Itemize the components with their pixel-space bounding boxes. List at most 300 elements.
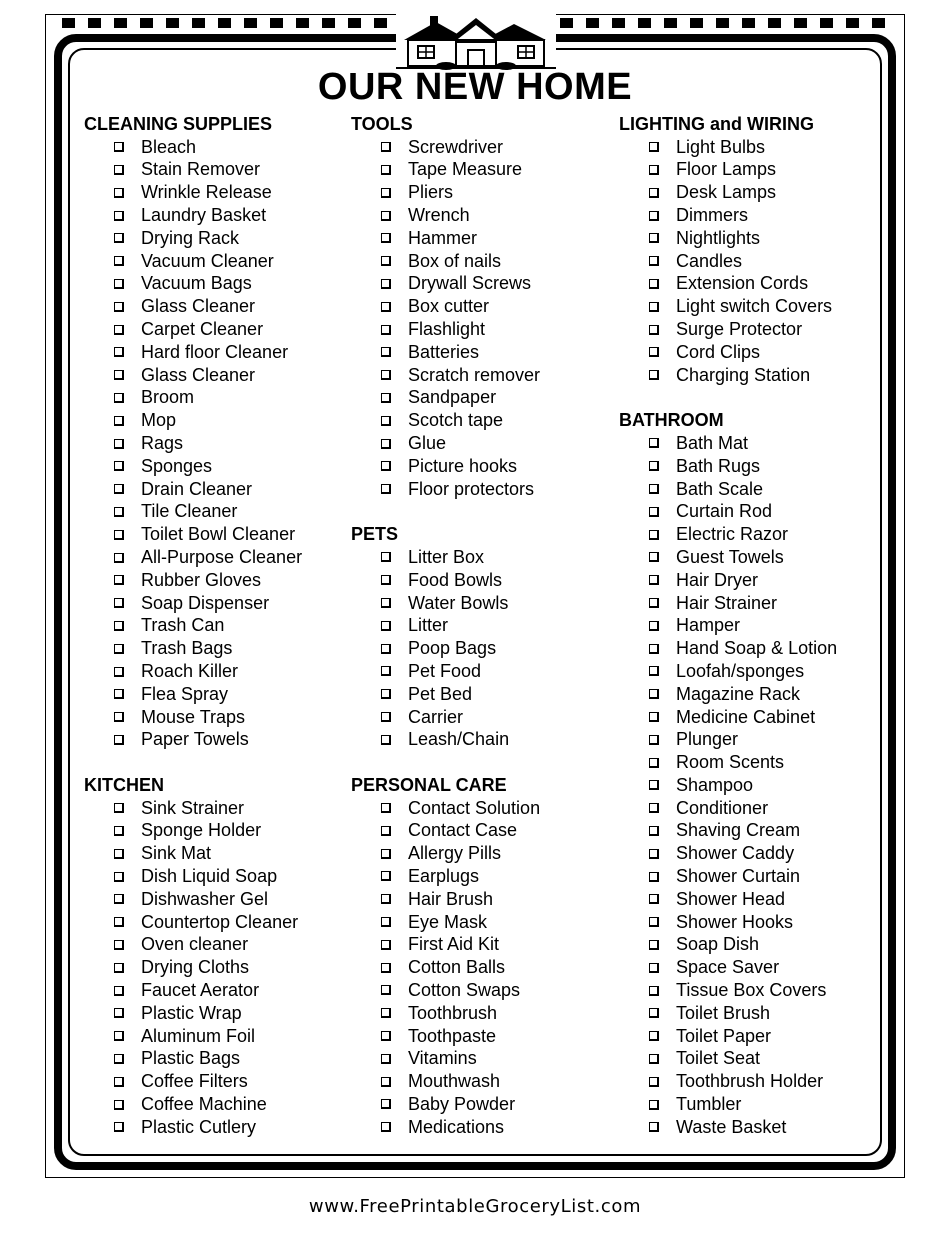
- list-item-label: Surge Protector: [676, 319, 803, 340]
- checkbox[interactable]: [114, 621, 124, 631]
- list-item-label: Pliers: [408, 182, 454, 203]
- checkbox[interactable]: [114, 826, 124, 836]
- list-item-label: Poop Bags: [408, 638, 497, 659]
- dash-mark: [348, 18, 361, 28]
- checkbox[interactable]: [114, 1077, 124, 1087]
- house-icon: [396, 10, 556, 70]
- checkbox[interactable]: [114, 165, 124, 175]
- checkbox[interactable]: [649, 872, 659, 882]
- dash-mark: [192, 18, 205, 28]
- list-item-label: Toilet Bowl Cleaner: [141, 524, 296, 545]
- list-item: [84, 637, 302, 660]
- checkbox[interactable]: [649, 803, 659, 813]
- list-item-label: Bath Mat: [676, 432, 749, 453]
- list-item: [619, 1116, 837, 1139]
- list-item: [619, 227, 837, 250]
- list-item-label: Soap Dispenser: [141, 592, 270, 613]
- list-item: [84, 1070, 302, 1093]
- dash-mark: [270, 18, 283, 28]
- checkbox[interactable]: [114, 279, 124, 289]
- checkbox[interactable]: [114, 849, 124, 859]
- list-item: [619, 1070, 837, 1093]
- list-item: [619, 660, 837, 683]
- dash-mark: [820, 18, 833, 28]
- checkbox[interactable]: [114, 461, 124, 471]
- list-item: [351, 569, 540, 592]
- list-item-label: Medicine Cabinet: [676, 706, 816, 727]
- list-item-label: Roach Killer: [141, 661, 239, 682]
- list-item-label: Tile Cleaner: [141, 501, 238, 522]
- list-item: [619, 774, 837, 797]
- list-item-label: Toilet Brush: [676, 1002, 771, 1023]
- list-item-label: Hair Brush: [408, 888, 494, 909]
- list-item: [351, 546, 540, 569]
- checkbox[interactable]: [114, 986, 124, 996]
- checkbox[interactable]: [649, 552, 659, 562]
- list-item-label: Plastic Wrap: [141, 1002, 242, 1023]
- checkbox[interactable]: [381, 279, 391, 289]
- list-item: [84, 729, 302, 752]
- checkbox[interactable]: [649, 963, 659, 973]
- checkbox[interactable]: [649, 484, 659, 494]
- list-item-label: Extension Cords: [676, 273, 809, 294]
- checkbox[interactable]: [649, 233, 659, 243]
- checkbox[interactable]: [381, 552, 391, 562]
- list-item: [619, 546, 837, 569]
- checkbox[interactable]: [114, 347, 124, 357]
- checkbox[interactable]: [381, 484, 391, 494]
- checkbox[interactable]: [381, 233, 391, 243]
- checkbox[interactable]: [649, 370, 659, 380]
- dash-mark: [62, 18, 75, 28]
- list-item-label: Broom: [141, 387, 195, 408]
- checkbox[interactable]: [381, 165, 391, 175]
- checkbox[interactable]: [381, 917, 391, 927]
- list-item: [84, 1116, 302, 1139]
- checkbox[interactable]: [114, 917, 124, 927]
- list-item-label: Magazine Rack: [676, 683, 801, 704]
- list-item-label: Carpet Cleaner: [141, 319, 264, 340]
- list-item: [84, 569, 302, 592]
- list-item: [619, 956, 837, 979]
- checkbox[interactable]: [381, 666, 391, 676]
- list-item: [619, 432, 837, 455]
- dash-mark: [794, 18, 807, 28]
- checkbox[interactable]: [649, 644, 659, 654]
- list-item: [619, 341, 837, 364]
- checkbox[interactable]: [381, 894, 391, 904]
- checkbox[interactable]: [649, 1008, 659, 1018]
- list-item: [84, 204, 302, 227]
- list-item-label: Wrinkle Release: [141, 182, 272, 203]
- list-item: [619, 159, 837, 182]
- checkbox[interactable]: [114, 553, 124, 563]
- checkbox[interactable]: [381, 461, 391, 471]
- list-item-label: Shampoo: [676, 774, 754, 795]
- checkbox[interactable]: [649, 1100, 659, 1110]
- list-item-label: Coffee Filters: [141, 1071, 248, 1092]
- list-item: [351, 637, 540, 660]
- list-item: [619, 592, 837, 615]
- list-item-label: Coffee Machine: [141, 1094, 267, 1115]
- checkbox[interactable]: [114, 644, 124, 654]
- list-item-label: Baby Powder: [408, 1093, 516, 1114]
- checkbox[interactable]: [649, 849, 659, 859]
- checkbox[interactable]: [649, 940, 659, 950]
- list-item: [351, 455, 540, 478]
- checkbox[interactable]: [649, 438, 659, 448]
- checkbox[interactable]: [114, 1031, 124, 1041]
- list-item-label: Light Bulbs: [676, 136, 766, 157]
- list-item: [351, 1116, 540, 1139]
- checkbox[interactable]: [649, 986, 659, 996]
- checkbox[interactable]: [381, 1031, 391, 1041]
- list-item: [84, 615, 302, 638]
- checkbox[interactable]: [114, 735, 124, 745]
- list-item-label: Dimmers: [676, 205, 748, 226]
- checkbox[interactable]: [381, 871, 391, 881]
- checkbox[interactable]: [114, 575, 124, 585]
- list-item-label: Pet Bed: [408, 683, 473, 704]
- checkbox[interactable]: [381, 940, 391, 950]
- dash-mark: [374, 18, 387, 28]
- checkbox[interactable]: [649, 735, 659, 745]
- list-item-label: Plunger: [676, 729, 739, 750]
- list-item: [619, 1002, 837, 1025]
- list-item-label: Glass Cleaner: [141, 364, 256, 385]
- list-item-label: Tissue Box Covers: [676, 980, 827, 1001]
- checkbox[interactable]: [114, 233, 124, 243]
- checkbox[interactable]: [114, 302, 124, 312]
- checkbox[interactable]: [114, 188, 124, 198]
- checkbox[interactable]: [649, 1031, 659, 1041]
- list-item-label: Litter Box: [408, 546, 485, 567]
- checkbox[interactable]: [114, 211, 124, 221]
- list-item: [619, 706, 837, 729]
- checkbox[interactable]: [381, 712, 391, 722]
- checkbox[interactable]: [381, 1077, 391, 1087]
- checkbox[interactable]: [114, 370, 124, 380]
- list-item-label: Waste Basket: [676, 1116, 787, 1137]
- list-item: [619, 683, 837, 706]
- list-item-label: Sink Mat: [141, 843, 212, 864]
- checkbox[interactable]: [114, 484, 124, 494]
- list-item: [351, 842, 540, 865]
- list-item: [351, 592, 540, 615]
- list-item: [351, 1025, 540, 1048]
- checkbox[interactable]: [114, 393, 124, 403]
- list-item: [351, 1047, 540, 1070]
- list-item-label: Dishwasher Gel: [141, 888, 269, 909]
- list-item-label: Shaving Cream: [676, 820, 801, 841]
- list-item-label: Stain Remover: [141, 159, 261, 180]
- list-item: [351, 797, 540, 820]
- checkbox[interactable]: [649, 325, 659, 335]
- checkbox[interactable]: [114, 712, 124, 722]
- list-item-label: Plastic Bags: [141, 1048, 241, 1069]
- list-item: [84, 979, 302, 1002]
- dash-mark: [296, 18, 309, 28]
- list-item-label: Toothbrush Holder: [676, 1071, 824, 1092]
- list-item: [351, 227, 540, 250]
- list-item: [351, 614, 540, 637]
- list-item: [84, 181, 302, 204]
- list-item: [84, 432, 302, 455]
- checkbox[interactable]: [381, 598, 391, 608]
- section: [84, 113, 302, 751]
- list-item-label: Electric Razor: [676, 524, 789, 545]
- list-item-label: Candles: [676, 250, 743, 271]
- list-item-label: Food Bowls: [408, 569, 503, 590]
- list-item-label: Flashlight: [408, 319, 486, 340]
- checkbox[interactable]: [381, 644, 391, 654]
- checkbox[interactable]: [649, 1054, 659, 1064]
- list-item-label: Contact Case: [408, 820, 518, 841]
- list-item-label: Wrench: [408, 205, 470, 226]
- list-item: [351, 364, 540, 387]
- list-item-label: Oven cleaner: [141, 934, 249, 955]
- checkbox[interactable]: [381, 1008, 391, 1018]
- dash-mark: [690, 18, 703, 28]
- list-item: [619, 455, 837, 478]
- dash-mark: [244, 18, 257, 28]
- list-item: [84, 1002, 302, 1025]
- list-item-label: Nightlights: [676, 227, 761, 248]
- checkbox[interactable]: [114, 1008, 124, 1018]
- list-item: [619, 797, 837, 820]
- list-item-label: Laundry Basket: [141, 205, 267, 226]
- list-item-label: Rubber Gloves: [141, 569, 262, 590]
- list-item-label: Soap Dish: [676, 934, 760, 955]
- checkbox[interactable]: [381, 142, 391, 152]
- checkbox[interactable]: [649, 211, 659, 221]
- section-heading: KITCHEN: [84, 775, 164, 795]
- checkbox[interactable]: [381, 302, 391, 312]
- checkbox[interactable]: [114, 416, 124, 426]
- list-item: [84, 250, 302, 273]
- list-item-label: Desk Lamps: [676, 182, 777, 203]
- list-item-label: Earplugs: [408, 865, 480, 886]
- list-item-label: Screwdriver: [408, 136, 504, 157]
- list-item-label: Mouse Traps: [141, 706, 246, 727]
- list-item: [351, 181, 540, 204]
- checkbox[interactable]: [381, 826, 391, 836]
- list-item-label: Floor protectors: [408, 478, 535, 499]
- dash-mark: [612, 18, 625, 28]
- list-item: [351, 911, 540, 934]
- list-item-label: Sponge Holder: [141, 820, 262, 841]
- checkbox[interactable]: [649, 666, 659, 676]
- list-item: [84, 888, 302, 911]
- dash-mark: [88, 18, 101, 28]
- checkbox[interactable]: [381, 256, 391, 266]
- checkbox[interactable]: [381, 393, 391, 403]
- section-heading: TOOLS: [351, 114, 413, 134]
- list-item-label: Drying Rack: [141, 227, 240, 248]
- checkbox[interactable]: [114, 325, 124, 335]
- checkbox[interactable]: [114, 894, 124, 904]
- checkbox[interactable]: [114, 598, 124, 608]
- list-item: [84, 409, 302, 432]
- list-item-label: Mouthwash: [408, 1071, 501, 1092]
- checkbox[interactable]: [649, 142, 659, 152]
- section-heading: CLEANING SUPPLIES: [84, 114, 273, 134]
- list-item-label: Hair Dryer: [676, 569, 759, 590]
- list-item: [84, 295, 302, 318]
- list-item: [351, 341, 540, 364]
- list-item: [84, 478, 302, 501]
- list-item: [619, 865, 837, 888]
- checkbox[interactable]: [649, 347, 659, 357]
- section-heading: PETS: [351, 524, 399, 545]
- checkbox[interactable]: [114, 803, 124, 813]
- dash-mark: [716, 18, 729, 28]
- checkbox[interactable]: [649, 256, 659, 266]
- checkbox[interactable]: [649, 780, 659, 790]
- list-item: [619, 523, 837, 546]
- checkbox[interactable]: [114, 1054, 124, 1064]
- checkbox[interactable]: [649, 165, 659, 175]
- checkbox[interactable]: [381, 347, 391, 357]
- checkbox[interactable]: [649, 1122, 659, 1132]
- list-item: [351, 683, 540, 706]
- list-item-label: Shower Hooks: [676, 911, 794, 932]
- list-item-label: First Aid Kit: [408, 934, 500, 955]
- list-item: [351, 318, 540, 341]
- checkbox[interactable]: [114, 142, 124, 152]
- checkbox[interactable]: [381, 1099, 391, 1109]
- checkbox[interactable]: [114, 689, 124, 699]
- checkbox[interactable]: [649, 279, 659, 289]
- list-item: [84, 911, 302, 934]
- list-item-label: Vitamins: [408, 1048, 477, 1069]
- dash-mark: [166, 18, 179, 28]
- checkbox[interactable]: [381, 1122, 391, 1132]
- list-item-label: Dish Liquid Soap: [141, 866, 278, 887]
- checkbox[interactable]: [381, 211, 391, 221]
- checkbox[interactable]: [649, 598, 659, 608]
- list-item: [351, 1093, 540, 1116]
- list-item: [84, 1093, 302, 1116]
- list-item: [619, 295, 837, 318]
- list-item: [619, 500, 837, 523]
- checkbox[interactable]: [114, 963, 124, 973]
- checkbox[interactable]: [649, 826, 659, 836]
- checkbox[interactable]: [649, 530, 659, 540]
- list-item: [84, 136, 302, 159]
- checkbox[interactable]: [114, 1100, 124, 1110]
- list-item: [619, 318, 837, 341]
- list-item-label: Flea Spray: [141, 683, 229, 704]
- checkbox[interactable]: [381, 621, 391, 631]
- list-item: [84, 956, 302, 979]
- checkbox[interactable]: [381, 575, 391, 585]
- list-item-label: Trash Can: [141, 615, 225, 636]
- checkbox[interactable]: [114, 530, 124, 540]
- dash-mark: [846, 18, 859, 28]
- list-item: [619, 728, 837, 751]
- checkbox[interactable]: [649, 188, 659, 198]
- checkbox[interactable]: [381, 325, 391, 335]
- checkbox[interactable]: [381, 439, 391, 449]
- dash-mark: [322, 18, 335, 28]
- checkbox[interactable]: [114, 439, 124, 449]
- list-item-label: Guest Towels: [676, 546, 784, 567]
- checkbox[interactable]: [649, 461, 659, 471]
- list-item-label: Toothpaste: [408, 1025, 497, 1046]
- checkbox[interactable]: [381, 689, 391, 699]
- list-item: [619, 1048, 837, 1071]
- list-item: [351, 136, 540, 159]
- list-item-label: Hair Strainer: [676, 592, 778, 613]
- checkbox[interactable]: [649, 507, 659, 517]
- checkbox[interactable]: [649, 758, 659, 768]
- checkbox[interactable]: [381, 188, 391, 198]
- checkbox[interactable]: [649, 575, 659, 585]
- section-heading: LIGHTING and WIRING: [619, 114, 814, 134]
- list-item: [84, 683, 302, 706]
- checkbox[interactable]: [114, 256, 124, 266]
- list-item-label: Loofah/sponges: [676, 660, 805, 681]
- list-item-label: Water Bowls: [408, 592, 509, 613]
- list-item: [351, 273, 540, 296]
- checkbox[interactable]: [381, 963, 391, 973]
- section: [619, 409, 837, 1139]
- list-item: [619, 478, 837, 501]
- list-item-label: Toothbrush: [408, 1002, 498, 1023]
- dash-mark: [114, 18, 127, 28]
- checkbox[interactable]: [381, 849, 391, 859]
- checkbox[interactable]: [649, 712, 659, 722]
- list-item: [84, 934, 302, 957]
- checkbox[interactable]: [381, 416, 391, 426]
- checkbox[interactable]: [381, 735, 391, 745]
- checkbox[interactable]: [649, 917, 659, 927]
- list-item: [351, 933, 540, 956]
- checkbox[interactable]: [381, 370, 391, 380]
- checkbox[interactable]: [114, 940, 124, 950]
- dashed-strip-right: [560, 18, 890, 28]
- list-item-label: Hammer: [408, 227, 478, 248]
- list-item: [84, 523, 302, 546]
- list-item: [84, 501, 302, 524]
- checkbox[interactable]: [114, 1122, 124, 1132]
- checkbox[interactable]: [381, 803, 391, 813]
- list-item: [619, 888, 837, 911]
- list-item: [619, 979, 837, 1002]
- checkbox[interactable]: [649, 1077, 659, 1087]
- list-item-label: Tumbler: [676, 1094, 742, 1115]
- checkbox[interactable]: [381, 1054, 391, 1064]
- list-item: [619, 751, 837, 774]
- dash-mark: [664, 18, 677, 28]
- checkbox[interactable]: [114, 507, 124, 517]
- checkbox[interactable]: [114, 872, 124, 882]
- list-item-label: Leash/Chain: [408, 729, 510, 750]
- list-item: [619, 204, 837, 227]
- checkbox[interactable]: [649, 689, 659, 699]
- checkbox[interactable]: [649, 621, 659, 631]
- checkbox[interactable]: [114, 667, 124, 677]
- checkbox[interactable]: [381, 985, 391, 995]
- list-item-label: Room Scents: [676, 752, 785, 773]
- checkbox[interactable]: [649, 894, 659, 904]
- list-item-label: Bleach: [141, 136, 197, 157]
- list-item: [351, 956, 540, 979]
- checkbox[interactable]: [649, 302, 659, 312]
- list-item-label: Drywall Screws: [408, 273, 532, 294]
- list-item: [351, 865, 540, 888]
